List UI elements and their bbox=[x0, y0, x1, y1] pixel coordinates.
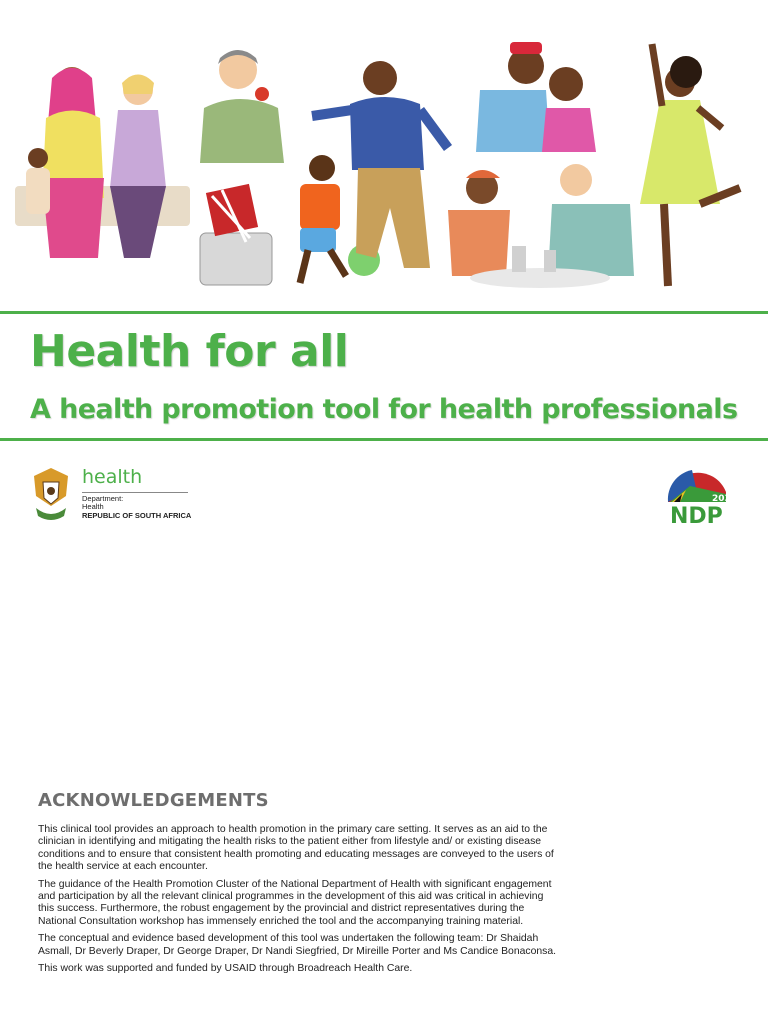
health-wordmark: health bbox=[82, 466, 143, 488]
acknowledgement-paragraph: This clinical tool provides an approach to health promotion in the primary care setting. It serves as an aid to the clinician in identifying and mitigating the health risks to the patient either from lifestyle and/ or existing disease conditions and to ensure that consistent health promoting and educating messages are conveyed to the users of the health service at each encounter. bbox=[38, 824, 554, 873]
man-with-apple-figure bbox=[200, 50, 284, 163]
ndp-year: 2030 bbox=[712, 494, 738, 504]
acknowledgement-paragraph: This work was supported and funded by USAID through Broadreach Health Care. bbox=[38, 963, 413, 975]
bottom-green-rule bbox=[0, 438, 768, 441]
cigarettes-in-bin bbox=[200, 184, 272, 285]
acknowledgements-heading: ACKNOWLEDGEMENTS bbox=[38, 790, 269, 811]
dancing-woman-figure bbox=[640, 44, 740, 286]
cover-illustration bbox=[0, 28, 768, 298]
top-green-rule bbox=[0, 311, 768, 314]
department-label: Department: Health bbox=[82, 494, 124, 511]
coat-of-arms-icon bbox=[30, 466, 72, 522]
acknowledgements-body bbox=[38, 824, 558, 980]
acknowledgement-paragraph: The conceptual and evidence based development of this tool was undertaken the following team: Dr Shaidah Asmall, Dr Beverly Draper, Dr George Draper, Dr Nandi Siegfried, Dr Mireille Porter and Ms Candice Bonaconsa. bbox=[38, 933, 556, 957]
seated-women-figure bbox=[15, 67, 190, 258]
document-title: Health for all bbox=[30, 326, 349, 377]
table-conversation-figures bbox=[448, 164, 634, 288]
people-illustration bbox=[0, 28, 768, 298]
couple-figure bbox=[476, 42, 596, 152]
ndp-letters: NDP bbox=[670, 504, 723, 529]
acknowledgement-paragraph: The guidance of the Health Promotion Cluster of the National Department of Health with significant engagement and participation by all the relevant clinical programmes in the development of this aid was critical in achieving this success. Furthermore, the robust engagement by the provincial and district representatives during the National Consultation workshop has immensely enriched the tool and the accompanying training material. bbox=[38, 878, 552, 927]
logo-divider bbox=[82, 492, 188, 493]
republic-label: REPUBLIC OF SOUTH AFRICA bbox=[82, 511, 192, 520]
ndp-2030-icon bbox=[662, 464, 738, 529]
department-of-health-logo bbox=[30, 466, 200, 524]
document-subtitle: A health promotion tool for health professionals bbox=[30, 394, 738, 425]
